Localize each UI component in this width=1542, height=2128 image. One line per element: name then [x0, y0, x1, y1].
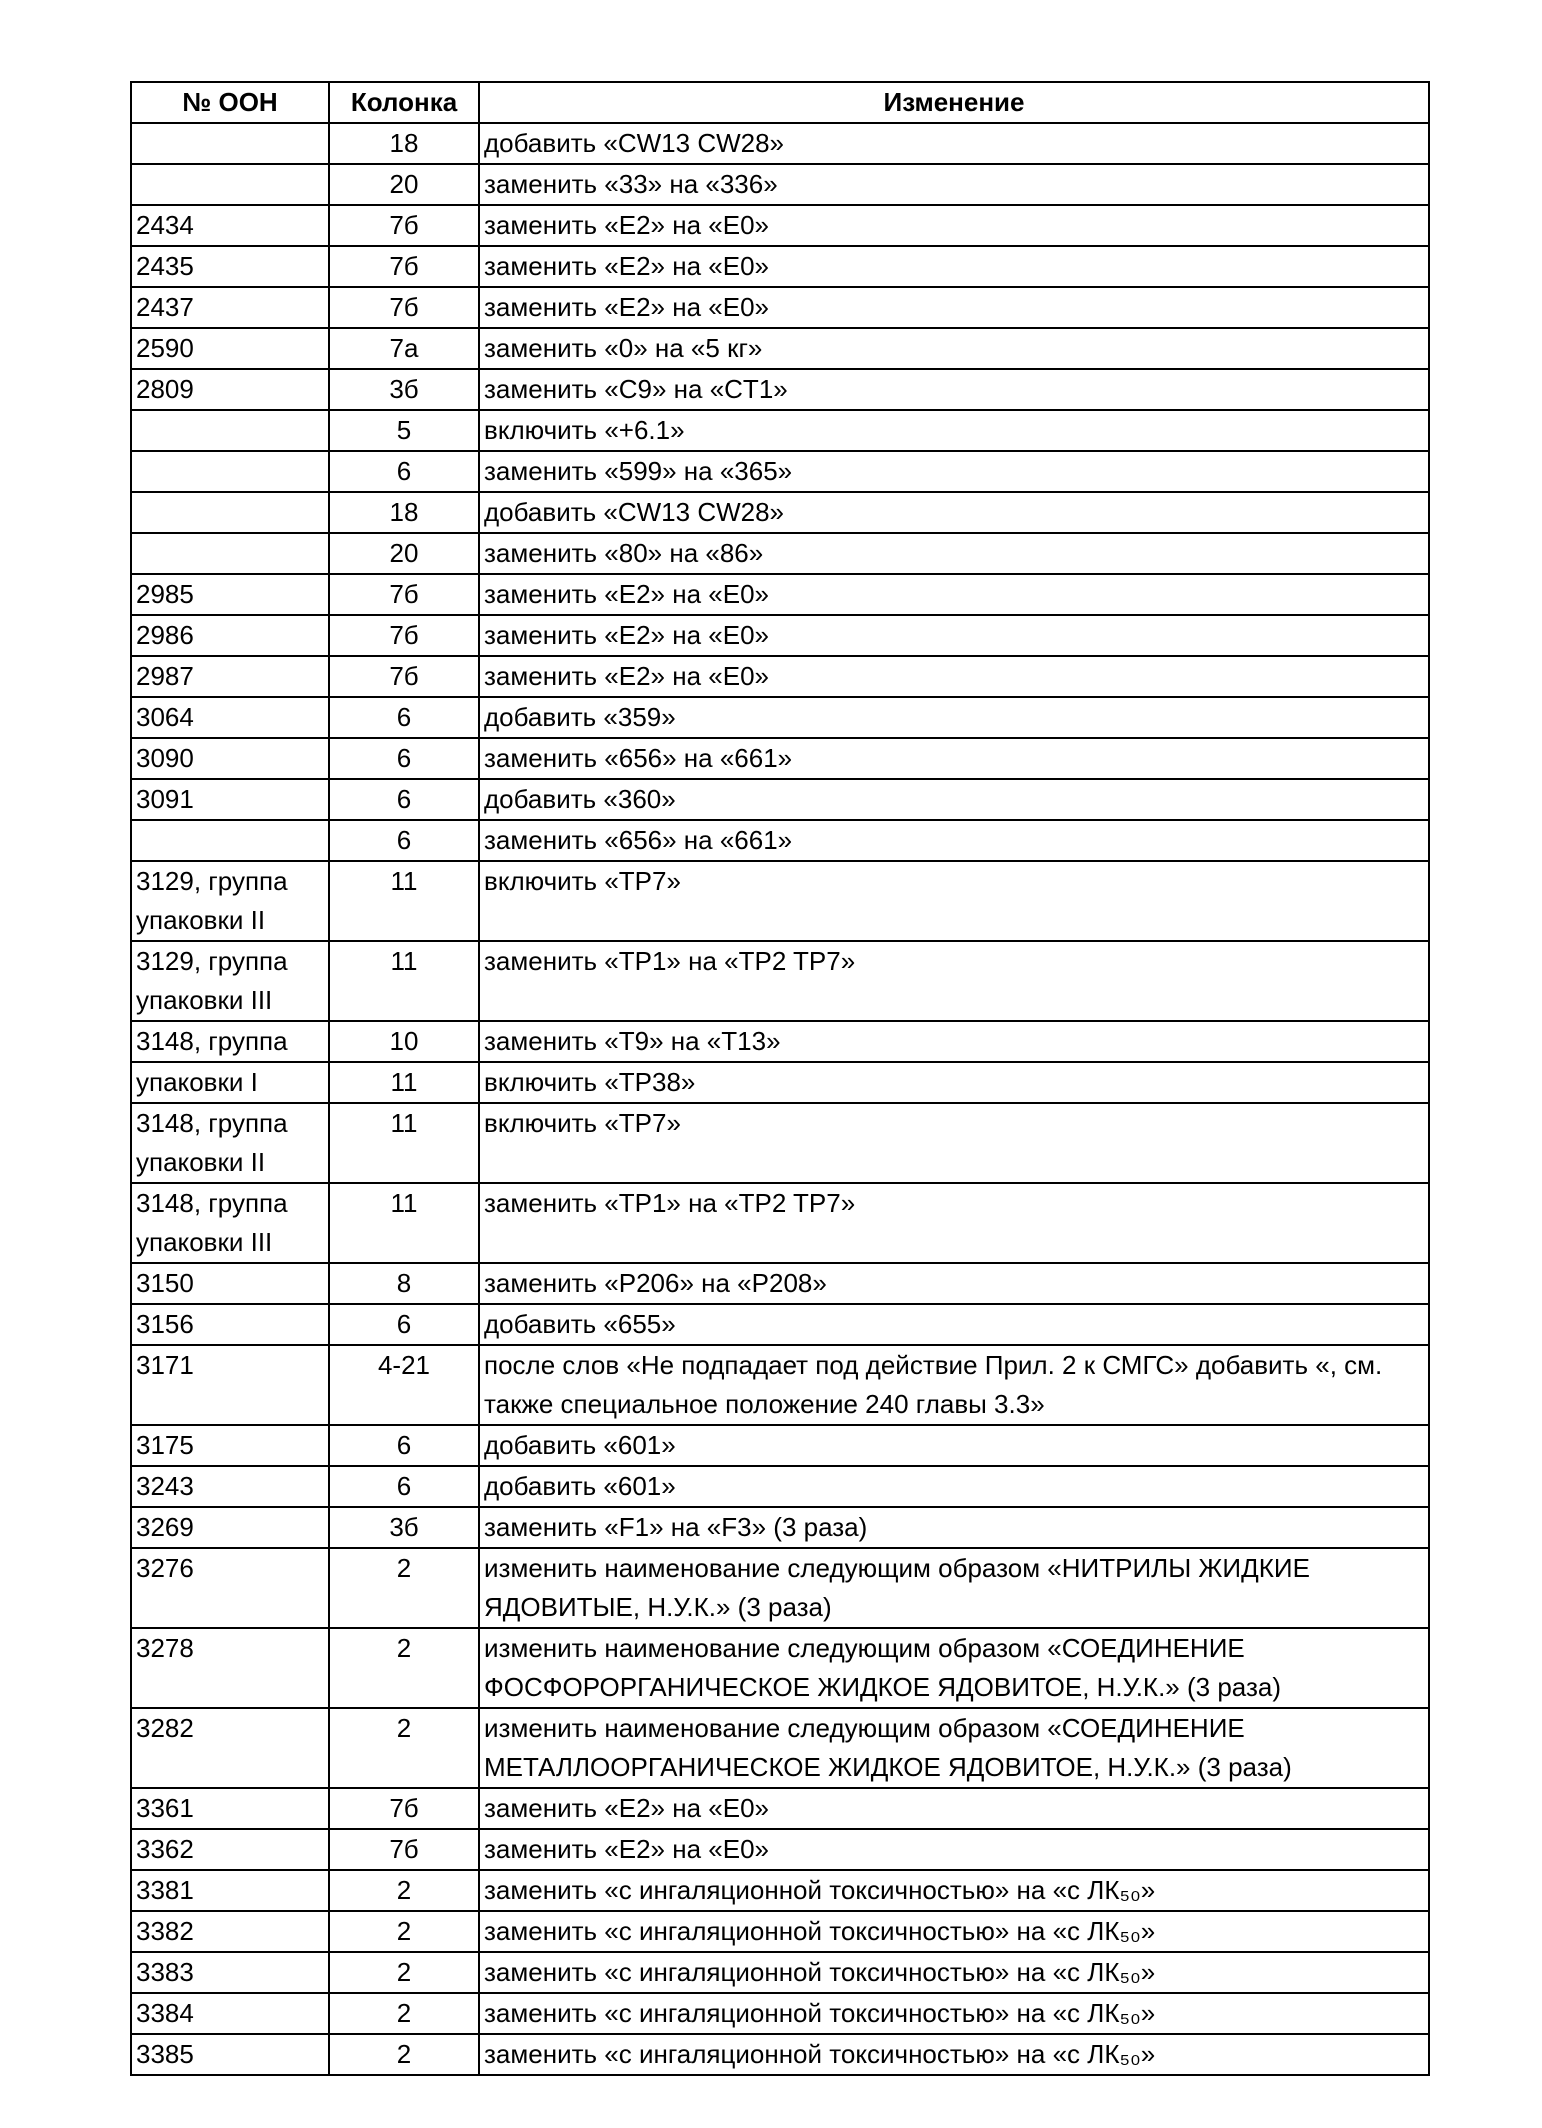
cell-change: заменить «E2» на «E0»: [479, 1829, 1429, 1870]
table-row: [131, 533, 1429, 574]
cell-column: 8: [329, 1263, 479, 1304]
cell-column: 2: [329, 1548, 479, 1628]
cell-un-number: [131, 123, 329, 164]
cell-change: изменить наименование следующим образом «СОЕДИНЕНИЕ ФОСФОРОРГАНИЧЕСКОЕ ЖИДКОЕ ЯДОВИТОЕ, Н.У.К.» (3 раза): [479, 1628, 1429, 1708]
cell-column: 10: [329, 1021, 479, 1062]
table-body: [131, 123, 1429, 2075]
amendments-table: [130, 81, 1430, 2076]
table-row: [131, 246, 1429, 287]
table-row: [131, 492, 1429, 533]
cell-un-number: 3243: [131, 1466, 329, 1507]
cell-column: 7б: [329, 574, 479, 615]
cell-column: 11: [329, 1062, 479, 1103]
cell-column: 3б: [329, 369, 479, 410]
cell-change: включить «TP38»: [479, 1062, 1429, 1103]
cell-un-number: 3064: [131, 697, 329, 738]
cell-column: 6: [329, 451, 479, 492]
cell-un-number: [131, 820, 329, 861]
cell-column: 7б: [329, 205, 479, 246]
cell-column: 6: [329, 820, 479, 861]
cell-column: 2: [329, 1952, 479, 1993]
cell-change: добавить «655»: [479, 1304, 1429, 1345]
cell-column: 3б: [329, 1507, 479, 1548]
table-row: [131, 1952, 1429, 1993]
cell-change: добавить «601»: [479, 1466, 1429, 1507]
cell-un-number: 3362: [131, 1829, 329, 1870]
cell-change: добавить «359»: [479, 697, 1429, 738]
cell-un-number: 3129, группа упаковки II: [131, 861, 329, 941]
cell-un-number: упаковки I: [131, 1062, 329, 1103]
cell-change: включить «TP7»: [479, 1103, 1429, 1183]
cell-column: 11: [329, 861, 479, 941]
cell-change: изменить наименование следующим образом «СОЕДИНЕНИЕ МЕТАЛЛООРГАНИЧЕСКОЕ ЖИДКОЕ ЯДОВИТОЕ, Н.У.К.» (3 раза): [479, 1708, 1429, 1788]
cell-change: добавить «360»: [479, 779, 1429, 820]
cell-un-number: 2590: [131, 328, 329, 369]
cell-change: заменить «с ингаляционной токсичностью» на «с ЛК₅₀»: [479, 1911, 1429, 1952]
cell-change: заменить «656» на «661»: [479, 738, 1429, 779]
cell-un-number: 2437: [131, 287, 329, 328]
cell-column: 7а: [329, 328, 479, 369]
cell-un-number: [131, 410, 329, 451]
cell-column: 6: [329, 738, 479, 779]
cell-column: 7б: [329, 615, 479, 656]
cell-un-number: 3175: [131, 1425, 329, 1466]
table-row: [131, 1993, 1429, 2034]
cell-un-number: 3090: [131, 738, 329, 779]
table-row: [131, 820, 1429, 861]
cell-un-number: 3148, группа упаковки II: [131, 1103, 329, 1183]
table-row: [131, 1870, 1429, 1911]
header-change: Изменение: [479, 82, 1429, 123]
header-column: Колонка: [329, 82, 479, 123]
table-row: [131, 328, 1429, 369]
cell-change: заменить «0» на «5 кг»: [479, 328, 1429, 369]
cell-un-number: 3091: [131, 779, 329, 820]
cell-column: 7б: [329, 287, 479, 328]
table-row: [131, 861, 1429, 941]
cell-un-number: 3384: [131, 1993, 329, 2034]
cell-column: 2: [329, 1911, 479, 1952]
table-row: [131, 1788, 1429, 1829]
cell-column: 18: [329, 492, 479, 533]
cell-un-number: [131, 533, 329, 574]
table-row: [131, 941, 1429, 1021]
cell-change: заменить «E2» на «E0»: [479, 615, 1429, 656]
cell-column: 18: [329, 123, 479, 164]
cell-column: 6: [329, 1304, 479, 1345]
cell-change: заменить «с ингаляционной токсичностью» на «с ЛК₅₀»: [479, 1870, 1429, 1911]
cell-change: заменить «E2» на «E0»: [479, 1788, 1429, 1829]
cell-change: заменить «599» на «365»: [479, 451, 1429, 492]
cell-un-number: 3171: [131, 1345, 329, 1425]
table-row: [131, 1345, 1429, 1425]
table-row: [131, 451, 1429, 492]
table-row: [131, 410, 1429, 451]
cell-column: 2: [329, 1708, 479, 1788]
cell-un-number: 3383: [131, 1952, 329, 1993]
cell-column: 7б: [329, 1788, 479, 1829]
cell-column: 4-21: [329, 1345, 479, 1425]
cell-change: заменить «TP1» на «TP2 TP7»: [479, 1183, 1429, 1263]
cell-column: 2: [329, 1870, 479, 1911]
cell-column: 2: [329, 2034, 479, 2075]
table-row: [131, 287, 1429, 328]
cell-change: добавить «601»: [479, 1425, 1429, 1466]
cell-column: 7б: [329, 1829, 479, 1870]
cell-un-number: 2809: [131, 369, 329, 410]
table-row: [131, 205, 1429, 246]
table-row: [131, 1103, 1429, 1183]
table-row: [131, 738, 1429, 779]
cell-column: 7б: [329, 656, 479, 697]
cell-un-number: 3148, группа: [131, 1021, 329, 1062]
cell-column: 7б: [329, 246, 479, 287]
table-header-row: [131, 82, 1429, 123]
cell-change: заменить «656» на «661»: [479, 820, 1429, 861]
table-row: [131, 1021, 1429, 1062]
cell-change: заменить «P206» на «P208»: [479, 1263, 1429, 1304]
cell-change: заменить «T9» на «T13»: [479, 1021, 1429, 1062]
cell-change: заменить «33» на «336»: [479, 164, 1429, 205]
table-row: [131, 1507, 1429, 1548]
table-row: [131, 1548, 1429, 1628]
cell-column: 11: [329, 1183, 479, 1263]
table-row: [131, 1829, 1429, 1870]
cell-change: включить «+6.1»: [479, 410, 1429, 451]
table-row: [131, 1183, 1429, 1263]
cell-column: 6: [329, 1425, 479, 1466]
cell-un-number: [131, 492, 329, 533]
cell-change: включить «TP7»: [479, 861, 1429, 941]
cell-change: заменить «F1» на «F3» (3 раза): [479, 1507, 1429, 1548]
table-row: [131, 574, 1429, 615]
cell-un-number: 2987: [131, 656, 329, 697]
cell-change: после слов «Не подпадает под действие Прил. 2 к СМГС» добавить «, см. также специальное положение 240 главы 3.3»: [479, 1345, 1429, 1425]
cell-column: 6: [329, 697, 479, 738]
cell-un-number: 3385: [131, 2034, 329, 2075]
cell-column: 2: [329, 1628, 479, 1708]
cell-change: заменить «E2» на «E0»: [479, 574, 1429, 615]
cell-un-number: 2985: [131, 574, 329, 615]
cell-un-number: 2435: [131, 246, 329, 287]
table-row: [131, 1425, 1429, 1466]
cell-change: заменить «с ингаляционной токсичностью» на «с ЛК₅₀»: [479, 1952, 1429, 1993]
table-row: [131, 1708, 1429, 1788]
cell-change: заменить «E2» на «E0»: [479, 205, 1429, 246]
table-row: [131, 697, 1429, 738]
table-row: [131, 1911, 1429, 1952]
table-row: [131, 656, 1429, 697]
cell-change: добавить «CW13 CW28»: [479, 123, 1429, 164]
cell-un-number: 3129, группа упаковки III: [131, 941, 329, 1021]
cell-un-number: 3278: [131, 1628, 329, 1708]
cell-un-number: 3282: [131, 1708, 329, 1788]
table-row: [131, 123, 1429, 164]
cell-un-number: 2434: [131, 205, 329, 246]
cell-change: заменить «E2» на «E0»: [479, 287, 1429, 328]
cell-un-number: [131, 164, 329, 205]
cell-change: изменить наименование следующим образом «НИТРИЛЫ ЖИДКИЕ ЯДОВИТЫЕ, Н.У.К.» (3 раза): [479, 1548, 1429, 1628]
cell-change: заменить «с ингаляционной токсичностью» на «с ЛК₅₀»: [479, 2034, 1429, 2075]
cell-change: заменить «TP1» на «TP2 TP7»: [479, 941, 1429, 1021]
table-row: [131, 1263, 1429, 1304]
cell-column: 2: [329, 1993, 479, 2034]
cell-un-number: 3156: [131, 1304, 329, 1345]
cell-change: заменить «с ингаляционной токсичностью» на «с ЛК₅₀»: [479, 1993, 1429, 2034]
table-row: [131, 1062, 1429, 1103]
cell-column: 20: [329, 164, 479, 205]
cell-column: 11: [329, 1103, 479, 1183]
table-row: [131, 1466, 1429, 1507]
cell-un-number: 3150: [131, 1263, 329, 1304]
cell-un-number: 3381: [131, 1870, 329, 1911]
cell-column: 5: [329, 410, 479, 451]
cell-un-number: 3276: [131, 1548, 329, 1628]
cell-column: 6: [329, 1466, 479, 1507]
cell-un-number: 2986: [131, 615, 329, 656]
cell-change: заменить «E2» на «E0»: [479, 656, 1429, 697]
header-un-number: № ООН: [131, 82, 329, 123]
cell-column: 6: [329, 779, 479, 820]
cell-change: заменить «C9» на «CT1»: [479, 369, 1429, 410]
cell-un-number: 3361: [131, 1788, 329, 1829]
cell-column: 11: [329, 941, 479, 1021]
cell-change: заменить «E2» на «E0»: [479, 246, 1429, 287]
cell-change: заменить «80» на «86»: [479, 533, 1429, 574]
cell-column: 20: [329, 533, 479, 574]
cell-un-number: 3269: [131, 1507, 329, 1548]
table-row: [131, 369, 1429, 410]
table-row: [131, 2034, 1429, 2075]
table-row: [131, 779, 1429, 820]
table-row: [131, 164, 1429, 205]
table-row: [131, 1304, 1429, 1345]
cell-change: добавить «CW13 CW28»: [479, 492, 1429, 533]
table-row: [131, 615, 1429, 656]
cell-un-number: [131, 451, 329, 492]
table-row: [131, 1628, 1429, 1708]
cell-un-number: 3148, группа упаковки III: [131, 1183, 329, 1263]
cell-un-number: 3382: [131, 1911, 329, 1952]
